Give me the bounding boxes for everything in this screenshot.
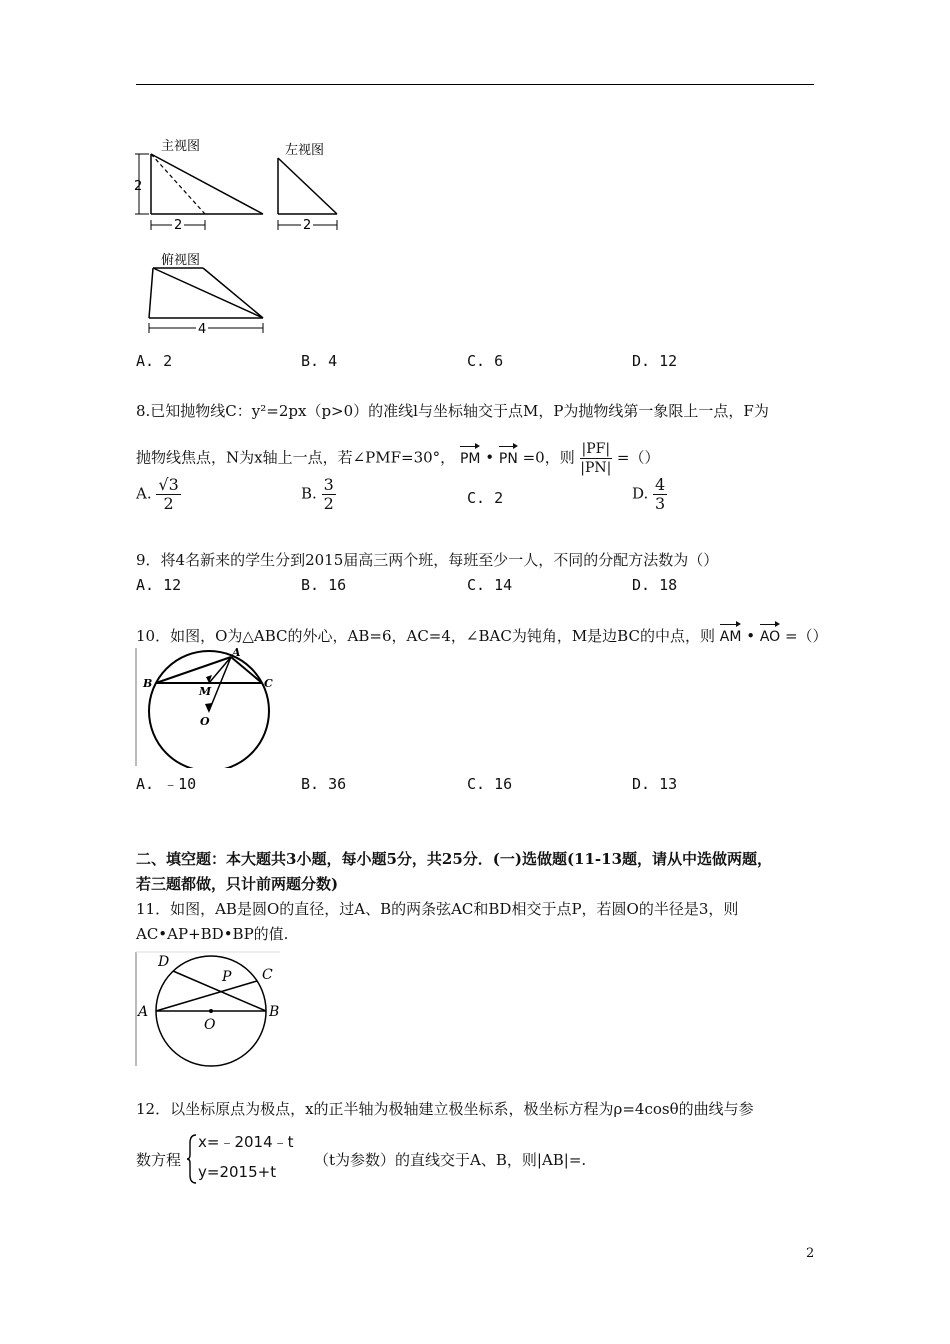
q10-option-b: B. 36: [301, 775, 347, 793]
label-a: A: [138, 1004, 149, 1020]
label-b: B: [143, 677, 153, 690]
fraction-numerator: 3: [323, 475, 334, 494]
chord-bd: [173, 971, 266, 1011]
front-view-hidden-edge: [151, 154, 205, 214]
left-view-hypotenuse: [278, 158, 337, 214]
q12-stem-line1: 12．以坐标原点为极点，x的正半轴为极轴建立极坐标系，极坐标方程为ρ=4cosθ的曲线与参: [136, 1100, 754, 1118]
label-p: P: [222, 969, 232, 985]
label-d: D: [158, 954, 170, 970]
front-view-width: 2: [174, 218, 183, 233]
fraction-numerator: |PF|: [581, 441, 611, 457]
q8-option-c: C. 2: [467, 489, 504, 507]
center-point: [209, 1009, 213, 1013]
fraction-denominator: 2: [323, 494, 334, 513]
fraction-denominator: 3: [655, 494, 666, 513]
q8-option-a: [136, 476, 181, 513]
q7-option-b: B. 4: [301, 352, 338, 370]
top-view-slant-edge: [203, 268, 263, 318]
q10-blank: =（）: [784, 627, 828, 645]
segment-ac: [231, 657, 262, 683]
dot-operator: •: [746, 627, 756, 645]
front-view-hypotenuse: [151, 154, 263, 214]
top-view-diagonal: [153, 268, 263, 318]
q11-stem-line1: 11．如图，AB是圆O的直径，过A、B的两条弦AC和BD相交于点P，若圆O的半径是3，则: [136, 900, 739, 918]
q8-condition-text: 抛物线焦点，N为x轴上一点，若∠PMF=30°，: [136, 448, 456, 467]
q10-option-d: D. 13: [632, 775, 678, 793]
front-view-title: 主视图: [161, 139, 201, 154]
vector-am: AM: [719, 629, 742, 645]
q12-prefix: 数方程: [136, 1151, 182, 1169]
dot-operator: •: [485, 448, 495, 467]
front-view-height: 2: [134, 179, 143, 194]
top-view-left-edge: [149, 268, 153, 318]
chords-figure: [134, 950, 284, 1068]
q9-option-d: D. 18: [632, 576, 678, 594]
option-label: A.: [136, 484, 152, 503]
q11-stem-line2: AC•AP+BD•BP的值.: [136, 925, 289, 943]
q10-option-c: C. 16: [467, 775, 513, 793]
circumcircle-figure: [134, 646, 284, 768]
param-eq-y: y=2015+t: [198, 1163, 277, 1181]
q10-stem: [136, 626, 828, 647]
option-label: B.: [301, 484, 317, 503]
q7-option-c: C. 6: [467, 352, 504, 370]
label-o: O: [204, 1017, 216, 1033]
three-view-figure: [125, 130, 355, 345]
param-eq-x: x=﹣2014﹣t: [198, 1133, 294, 1151]
option-label: D.: [632, 484, 649, 503]
system-brace: [186, 1133, 198, 1185]
left-view-width: 2: [303, 218, 312, 233]
top-view-title: 俯视图: [161, 253, 201, 268]
q8-option-d: [632, 476, 667, 513]
left-view-title: 左视图: [285, 143, 325, 158]
option-fraction: [653, 476, 667, 513]
label-o: O: [200, 715, 210, 728]
q8-stem-line2: [136, 440, 659, 477]
q9-option-c: C. 14: [467, 576, 513, 594]
fraction-numerator: 4: [655, 475, 666, 494]
arrowhead-m: [206, 675, 212, 683]
q7-option-a: A. 2: [136, 352, 173, 370]
q9-stem: 9．将4名新来的学生分到2015届高三两个班，每班至少一人，不同的分配方法数为（）: [136, 551, 719, 569]
vector-pn: PN: [498, 450, 518, 467]
q9-option-b: B. 16: [301, 576, 347, 594]
q9-option-a: A. 12: [136, 576, 182, 594]
q7-option-d: D. 12: [632, 352, 678, 370]
top-view-width: 4: [198, 322, 207, 337]
fraction-denominator: 2: [163, 494, 174, 513]
fraction-numerator: √3: [158, 475, 179, 494]
vector-pm: PM: [459, 450, 481, 467]
section2-heading-line2: 若三题都做，只计前两题分数): [136, 875, 339, 893]
label-m: M: [199, 685, 212, 698]
label-c: C: [262, 967, 273, 983]
q10-stem-text: 10．如图，O为△ABC的外心，AB=6，AC=4，∠BAC为钝角，M是边BC的中点，则: [136, 627, 715, 645]
vector-ao: AO: [759, 629, 781, 645]
label-c: C: [264, 677, 273, 690]
q10-option-a: A. ﹣10: [136, 775, 197, 793]
header-rule: [136, 84, 814, 85]
label-a: A: [232, 646, 241, 659]
option-fraction: [156, 476, 180, 513]
option-fraction: [322, 476, 336, 513]
ratio-fraction: [580, 440, 613, 477]
q12-suffix: （t为参数）的直线交于A、B，则|AB|=.: [314, 1151, 587, 1169]
section2-heading-line1: 二、填空题：本大题共3小题，每小题5分，共25分．(一)选做题(11-13题，请从中选做两题，: [136, 850, 773, 868]
q8-blank: =（）: [616, 448, 660, 467]
label-b: B: [269, 1004, 280, 1020]
q8-stem-line1: 8.已知抛物线C：y²=2px（p>0）的准线l与坐标轴交于点M，P为抛物线第一象限上一点，F为: [136, 402, 769, 420]
q8-equals-zero: =0，则: [522, 448, 575, 467]
q8-option-b: [301, 476, 336, 513]
fraction-denominator: |PN|: [580, 460, 612, 476]
page-number: 2: [806, 1246, 815, 1261]
